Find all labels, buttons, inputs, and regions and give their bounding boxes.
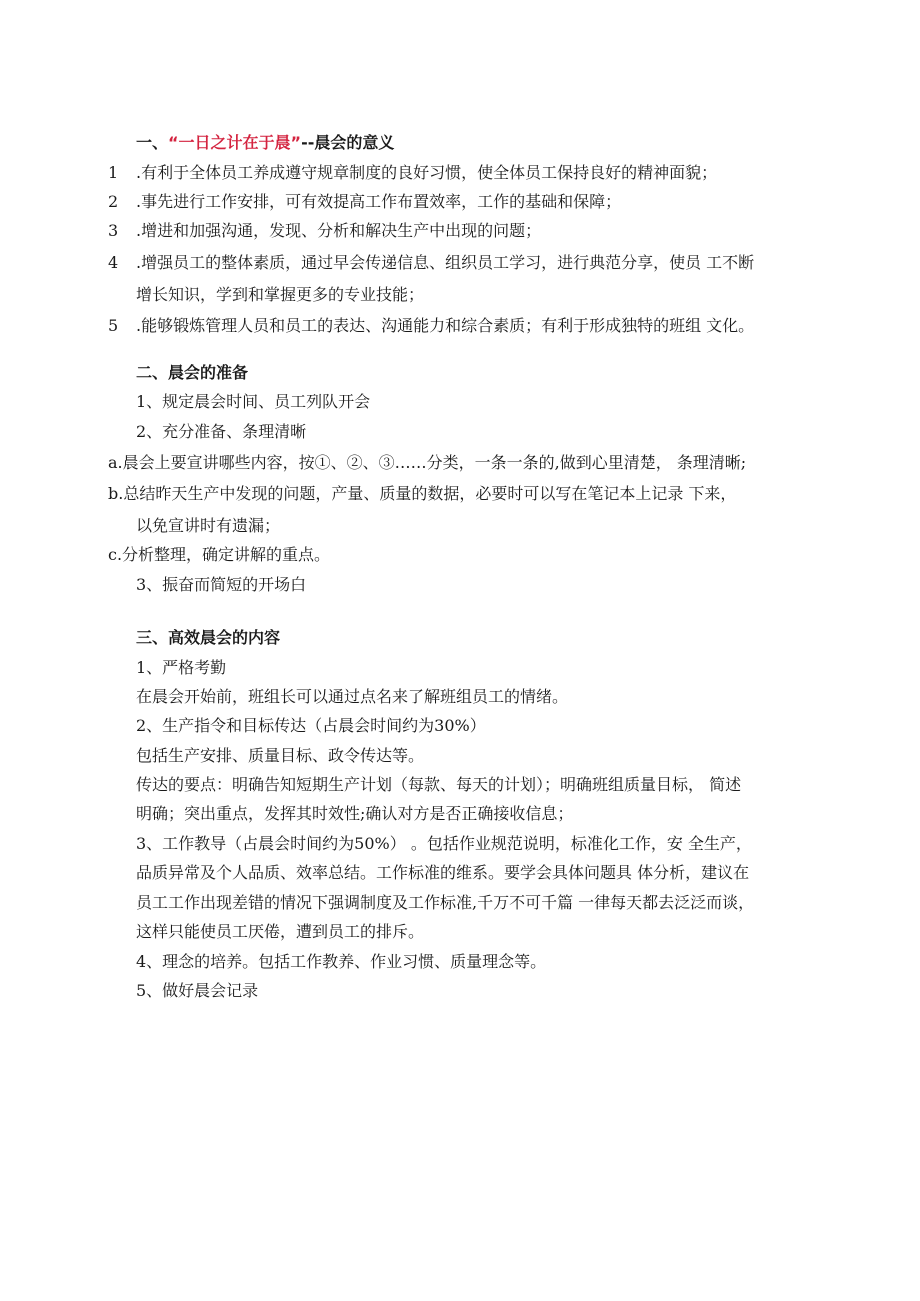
- item-number: 2: [108, 192, 119, 211]
- section1-heading: [136, 132, 394, 154]
- section3-line: 在晨会开始前，班组长可以通过点名来了解班组员工的情绪。: [136, 687, 569, 706]
- section1-item-1: [108, 162, 717, 184]
- section3-line: 明确；突出重点，发挥其时效性;确认对方是否正确接收信息；: [136, 804, 574, 823]
- section2-heading: 二、晨会的准备: [136, 363, 249, 382]
- item-text: .增强员工的整体素质，通过早会传递信息、组织员工学习，进行典范分享，使员 工不断: [136, 253, 755, 272]
- section3-line: 4、理念的培养。包括工作教养、作业习惯、质量理念等。: [136, 952, 547, 971]
- section2-line: 2、充分准备、条理清晰: [136, 422, 307, 441]
- section1-item-2: [108, 191, 621, 213]
- item-number: 3: [108, 221, 119, 240]
- section1-heading-quote: “一日之计在于晨”: [168, 133, 302, 152]
- section2-line: 以免宣讲时有遗漏；: [136, 516, 281, 535]
- section3-line: 员工工作出现差错的情况下强调制度及工作标准,千万不可千篇 一律每天都去泛泛而谈，: [136, 893, 755, 912]
- item-number: 5: [108, 316, 119, 335]
- section3-line: 传达的要点：明确告知短期生产计划（每款、每天的计划）；明确班组质量目标， 简述: [136, 775, 742, 794]
- item-text: .增进和加强沟通，发现、分析和解决生产中出现的问题；: [136, 221, 542, 240]
- section1-item-3: [108, 220, 541, 242]
- section1-heading-suffix: --晨会的意义: [301, 133, 395, 152]
- item-number: 1: [108, 163, 119, 182]
- section1-item-5: [108, 315, 754, 337]
- item-text: 增长知识，学到和掌握更多的专业技能；: [136, 285, 425, 304]
- item-text: .事先进行工作安排，可有效提高工作布置效率，工作的基础和保障；: [136, 192, 622, 211]
- section3-line: 包括生产安排、质量目标、政令传达等。: [136, 746, 425, 765]
- item-text: .有利于全体员工养成遵守规章制度的良好习惯，使全体员工保持良好的精神面貌；: [136, 163, 718, 182]
- section1-heading-prefix: 一、: [136, 133, 169, 152]
- section3-heading: 三、高效晨会的内容: [136, 628, 281, 647]
- section2-line: b.总结昨天生产中发现的问题，产量、质量的数据，必要时可以写在笔记本上记录 下来，: [108, 484, 737, 503]
- section2-line: 3、振奋而简短的开场白: [136, 575, 307, 594]
- item-number: 4: [108, 253, 119, 272]
- section3-line: 3、工作教导（占晨会时间约为50%） 。包括作业规范说明，标准化工作，安 全生产，: [136, 834, 752, 853]
- section1-item-4: [108, 252, 754, 274]
- section2-line: 1、规定晨会时间、员工列队开会: [136, 392, 371, 411]
- section3-line: 1、严格考勤: [136, 658, 227, 677]
- section1-item-4-cont: [108, 284, 424, 306]
- section3-line: 5、做好晨会记录: [136, 981, 259, 1000]
- section3-line: 这样只能使员工厌倦，遭到员工的排斥。: [136, 922, 425, 941]
- section2-line: a.晨会上要宣讲哪些内容，按①、②、③……分类，一条一条的,做到心里清楚， 条理清晰;: [108, 453, 747, 472]
- item-text: .能够锻炼管理人员和员工的表达、沟通能力和综合素质；有利于形成独特的班组 文化。: [136, 316, 755, 335]
- section3-line: 品质异常及个人品质、效率总结。工作标准的维系。要学会具体问题具 体分析，建议在: [136, 863, 750, 882]
- section2-line: c.分析整理，确定讲解的重点。: [108, 545, 331, 564]
- section3-line: 2、生产指令和目标传达（占晨会时间约为30%）: [136, 716, 486, 735]
